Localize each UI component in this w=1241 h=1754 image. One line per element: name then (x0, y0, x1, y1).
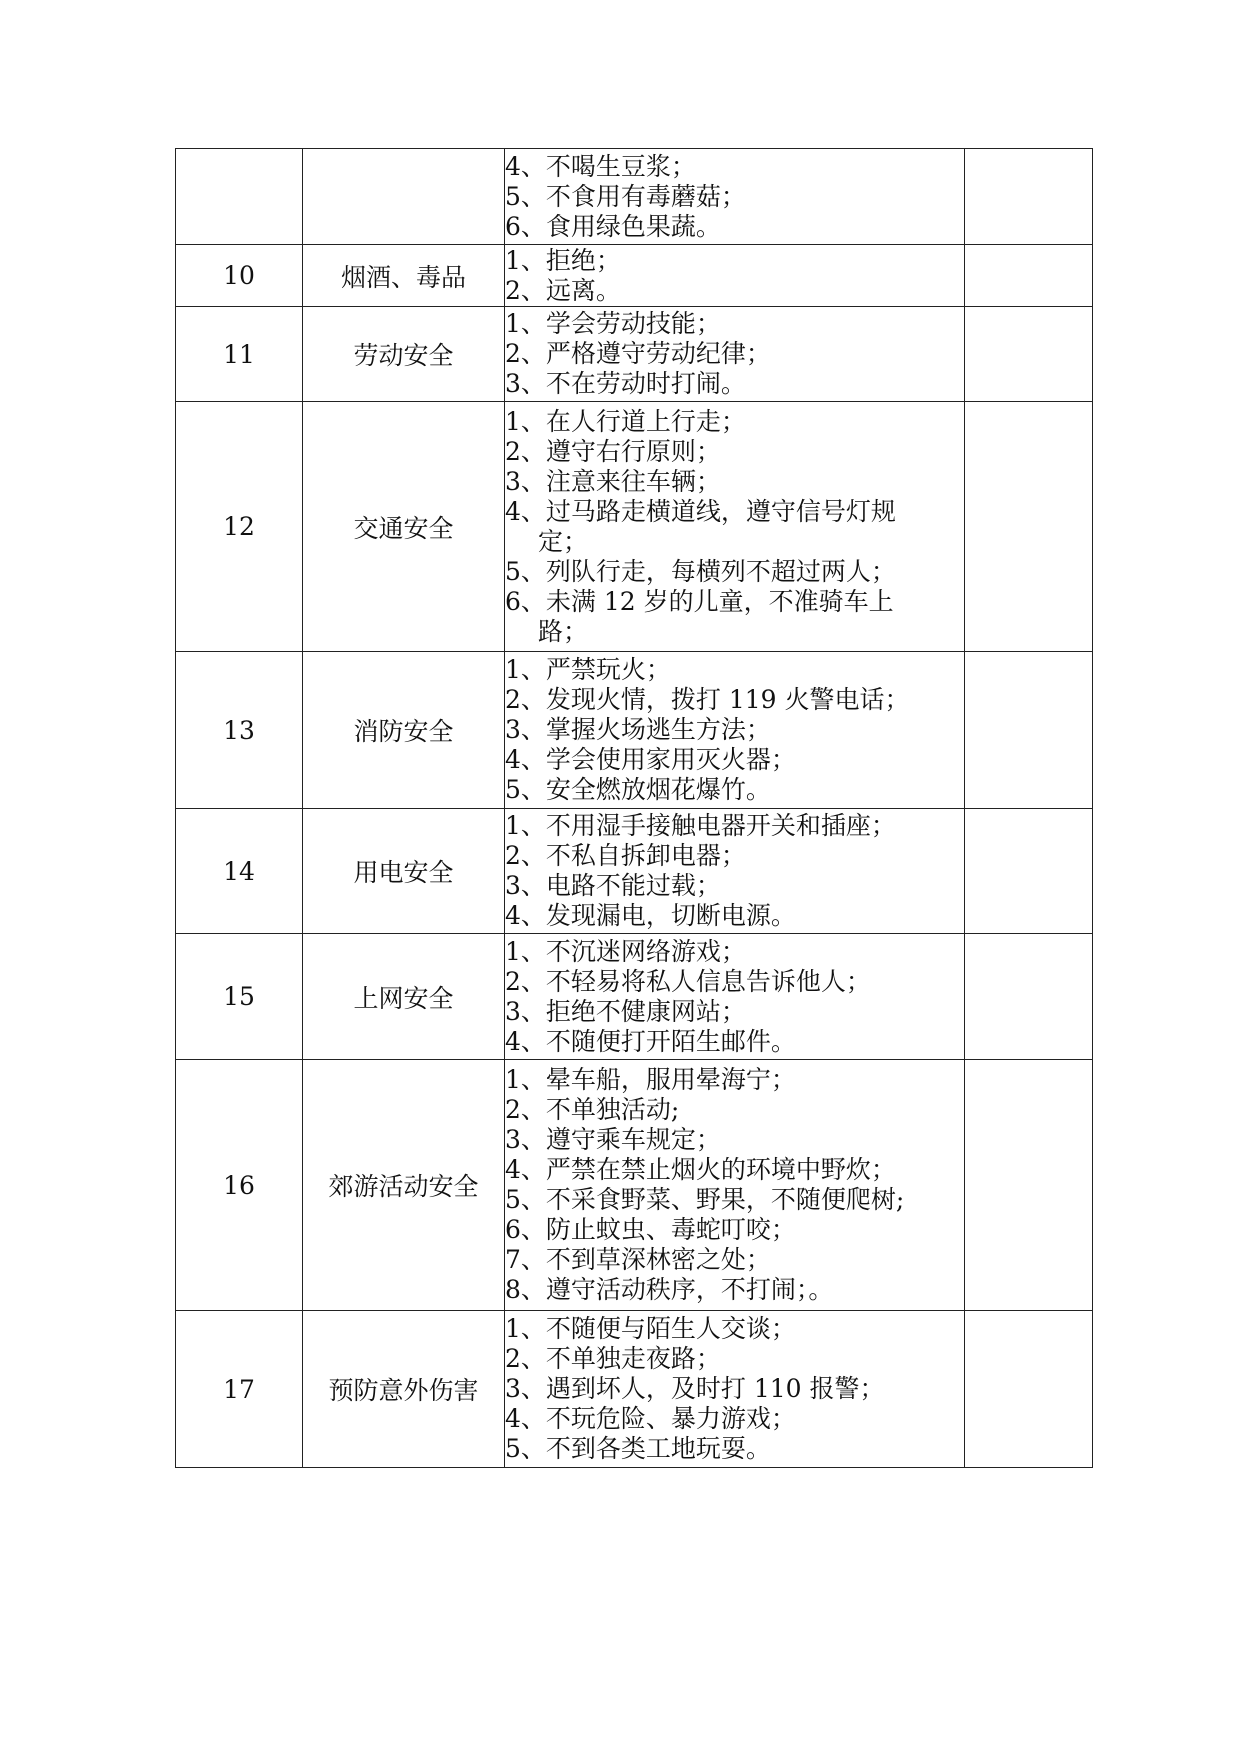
list-item: 3、电路不能过载； (505, 871, 721, 900)
list-item: 2、不轻易将私人信息告诉他人； (505, 966, 871, 996)
row-note (965, 809, 1093, 934)
row-number (176, 149, 303, 245)
list-item: 3、掌握火场逃生方法； (505, 715, 771, 744)
list-item: 1、不沉迷网络游戏； (505, 936, 746, 966)
list-item: 5、安全燃放烟花爆竹。 (505, 775, 771, 804)
row-topic: 烟酒、毒品 (303, 245, 505, 307)
row-number: 11 (176, 307, 303, 402)
row-note (965, 934, 1093, 1060)
row-number: 17 (176, 1311, 303, 1468)
row-topic: 劳动安全 (303, 307, 505, 402)
list-item: 1、严禁玩火； (505, 655, 671, 684)
list-item: 2、不私自拆卸电器； (505, 841, 746, 870)
table-row (176, 1060, 1093, 1311)
row-note (965, 1311, 1093, 1468)
row-topic: 预防意外伤害 (303, 1311, 505, 1468)
row-topic: 消防安全 (303, 652, 505, 809)
table-row (176, 402, 1093, 652)
row-topic (303, 149, 505, 245)
list-item: 6、未满 12 岁的儿童，不准骑车上 (505, 586, 894, 616)
row-note (965, 652, 1093, 809)
row-note (965, 245, 1093, 307)
list-item: 5、不到各类工地玩耍。 (505, 1434, 771, 1463)
row-number: 16 (176, 1060, 303, 1311)
list-item: 4、不喝生豆浆； (505, 151, 696, 181)
row-topic: 用电安全 (303, 809, 505, 934)
list-item: 1、不用湿手接触电器开关和插座； (505, 811, 896, 840)
row-number: 12 (176, 402, 303, 652)
row-note (965, 149, 1093, 245)
list-item: 定； (505, 526, 588, 556)
list-item: 8、遵守活动秩序，不打闹；。 (505, 1275, 834, 1304)
row-note (965, 1060, 1093, 1311)
list-item: 1、不随便与陌生人交谈； (505, 1314, 796, 1343)
row-number: 13 (176, 652, 303, 809)
list-item: 5、不采食野菜、野果，不随便爬树; (505, 1185, 905, 1214)
row-items (505, 149, 965, 245)
list-item: 1、在人行道上行走； (505, 406, 746, 436)
row-note (965, 402, 1093, 652)
list-item: 6、防止蚊虫、毒蛇叮咬； (505, 1215, 796, 1244)
list-item: 1、学会劳动技能； (505, 309, 721, 338)
list-item: 2、远离。 (505, 275, 621, 305)
list-item: 2、严格遵守劳动纪律； (505, 339, 771, 368)
list-item: 6、食用绿色果蔬。 (505, 211, 721, 241)
row-number: 10 (176, 245, 303, 307)
row-note (965, 307, 1093, 402)
table-row (176, 149, 1093, 245)
row-topic: 交通安全 (303, 402, 505, 652)
list-item: 3、拒绝不健康网站； (505, 996, 746, 1026)
list-item: 4、不玩危险、暴力游戏； (505, 1404, 796, 1433)
table-row (176, 652, 1093, 809)
row-items (505, 809, 965, 934)
list-item: 2、遵守右行原则； (505, 436, 721, 466)
list-item: 4、不随便打开陌生邮件。 (505, 1026, 796, 1056)
table-row (176, 934, 1093, 1060)
list-item: 3、遵守乘车规定； (505, 1125, 721, 1154)
list-item: 4、过马路走横道线，遵守信号灯规 (505, 496, 896, 526)
list-item: 4、学会使用家用灭火器； (505, 745, 796, 774)
row-items (505, 652, 965, 809)
list-item: 1、拒绝； (505, 245, 621, 275)
list-item: 3、不在劳动时打闹。 (505, 369, 746, 398)
row-number: 14 (176, 809, 303, 934)
row-items (505, 245, 965, 307)
row-items (505, 307, 965, 402)
row-items (505, 402, 965, 652)
row-topic: 郊游活动安全 (303, 1060, 505, 1311)
list-item: 7、不到草深林密之处； (505, 1245, 771, 1274)
table-row (176, 245, 1093, 307)
list-item: 3、遇到坏人，及时打 110 报警； (505, 1374, 885, 1403)
table-row (176, 307, 1093, 402)
list-item: 2、发现火情，拨打 119 火警电话； (505, 685, 910, 714)
row-items (505, 1060, 965, 1311)
list-item: 2、不单独活动; (505, 1095, 680, 1124)
table-row (176, 809, 1093, 934)
row-items (505, 934, 965, 1060)
row-topic: 上网安全 (303, 934, 505, 1060)
list-item: 4、严禁在禁止烟火的环境中野炊； (505, 1155, 896, 1184)
list-item: 路； (505, 616, 588, 646)
safety-education-table (175, 148, 1093, 1468)
row-items (505, 1311, 965, 1468)
list-item: 5、列队行走，每横列不超过两人； (505, 556, 896, 586)
list-item: 4、发现漏电，切断电源。 (505, 901, 796, 930)
list-item: 3、注意来往车辆； (505, 466, 721, 496)
list-item: 1、晕车船，服用晕海宁； (505, 1065, 796, 1094)
row-number: 15 (176, 934, 303, 1060)
list-item: 5、不食用有毒蘑菇； (505, 181, 746, 211)
list-item: 2、不单独走夜路； (505, 1344, 721, 1373)
table-row (176, 1311, 1093, 1468)
